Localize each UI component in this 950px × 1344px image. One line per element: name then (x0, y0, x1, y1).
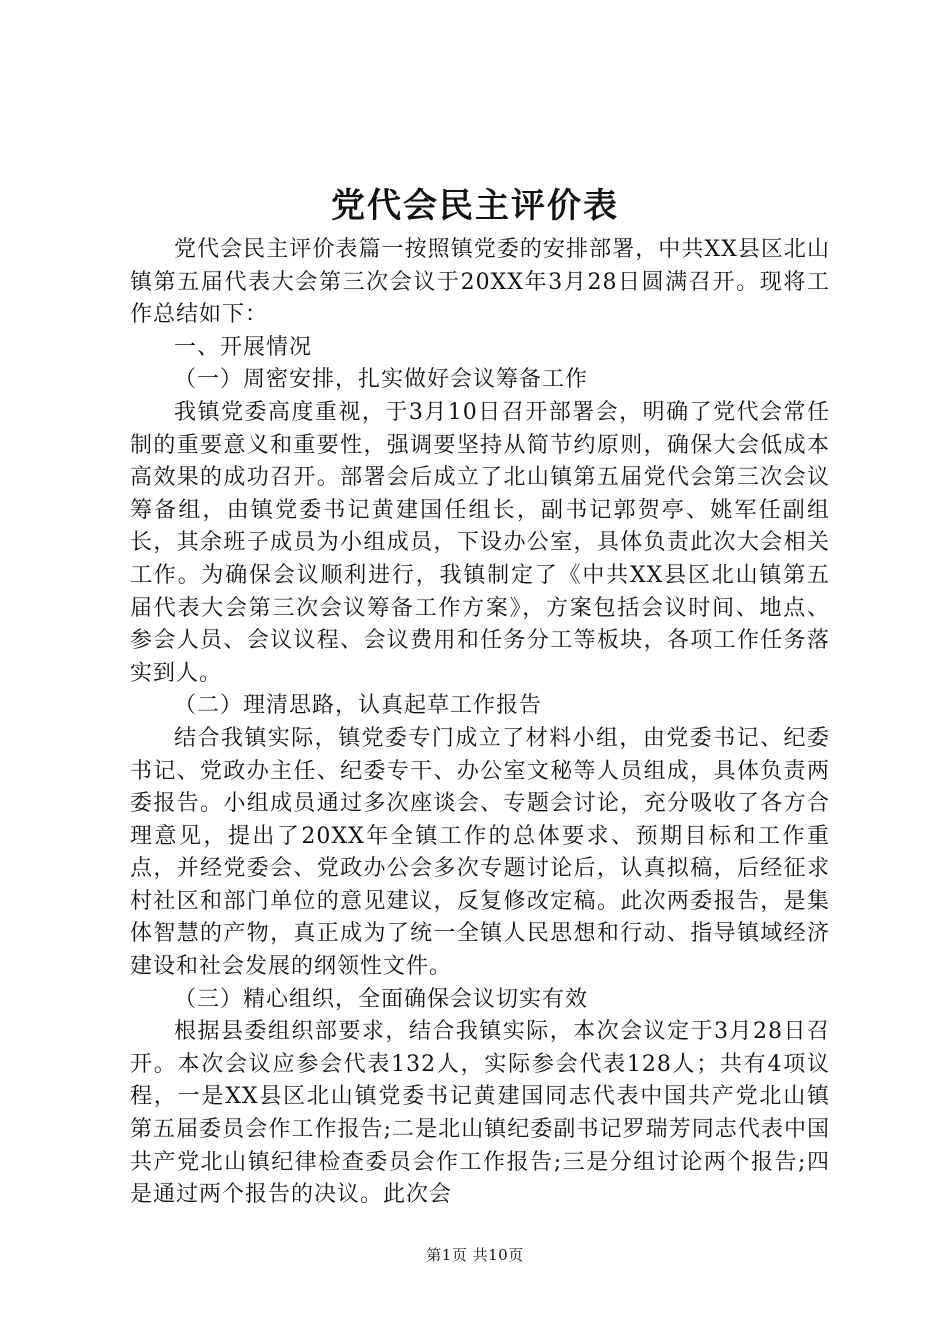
heading-section-1: 一、开展情况 (174, 334, 313, 360)
paragraph-intro: 党代会民主评价表篇一按照镇党委的安排部署，中共XX县区北山镇第五届代表大会第三次会议于20XX年3月28日圆满召开。现将工作总结如下： (130, 237, 830, 328)
paragraph-1: 我镇党委高度重视，于3月10日召开部署会，明确了党代会常任制的重要意义和重要性，强调要坚持从简节约原则，确保大会低成本高效果的成功召开。部署会后成立了北山镇第五届党代会第三次会议筹备组，由镇党委书记黄建国任组长，副书记郭贺亭、姚军任副组长，其余班子成员为小组成员，下设办公室，具体负责此次大会相关工作。为确保会议顺利进行，我镇制定了《中共XX县区北山镇第五届代表大会第三次会议筹备工作方案》，方案包括会议时间、地点、参会人员、会议议程、会议费用和任务分工等板块，各项工作任务落实到人。 (130, 399, 830, 686)
page-number: 第1页 共10页 (426, 1246, 524, 1264)
paragraph-2: 结合我镇实际，镇党委专门成立了材料小组，由党委书记、纪委书记、党政办主任、纪委专干、办公室文秘等人员组成，具体负责两委报告。小组成员通过多次座谈会、专题会讨论，充分吸收了各方合理意见，提出了20XX年全镇工作的总体要求、预期目标和工作重点，并经党委会、党政办公会多次专题讨论后，认真拟稿，后经征求村社区和部门单位的意见建议，反复修改定稿。此次两委报告，是集体智慧的产物，真正成为了统一全镇人民思想和行动、指导镇域经济建设和社会发展的纲领性文件。 (130, 725, 830, 980)
paragraph-3: 根据县委组织部要求，结合我镇实际，本次会议定于3月28日召开。本次会议应参会代表132人，实际参会代表128人；共有4项议程，一是XX县区北山镇党委书记黄建国同志代表中国共产党北山镇第五届委员会作工作报告;二是北山镇纪委副书记罗瑞芳同志代表中国共产党北山镇纪律检查委员会作工作报告;三是分组讨论两个报告;四是通过两个报告的决议。此次会 (130, 1019, 830, 1208)
document-title: 党代会民主评价表 (331, 186, 619, 226)
subheading-1: （一）周密安排，扎实做好会议筹备工作 (174, 367, 589, 393)
subheading-2: （二）理清思路，认真起草工作报告 (174, 693, 543, 719)
document-body (130, 234, 830, 1212)
subheading-3: （三）精心组织，全面确保会议切实有效 (174, 986, 589, 1012)
